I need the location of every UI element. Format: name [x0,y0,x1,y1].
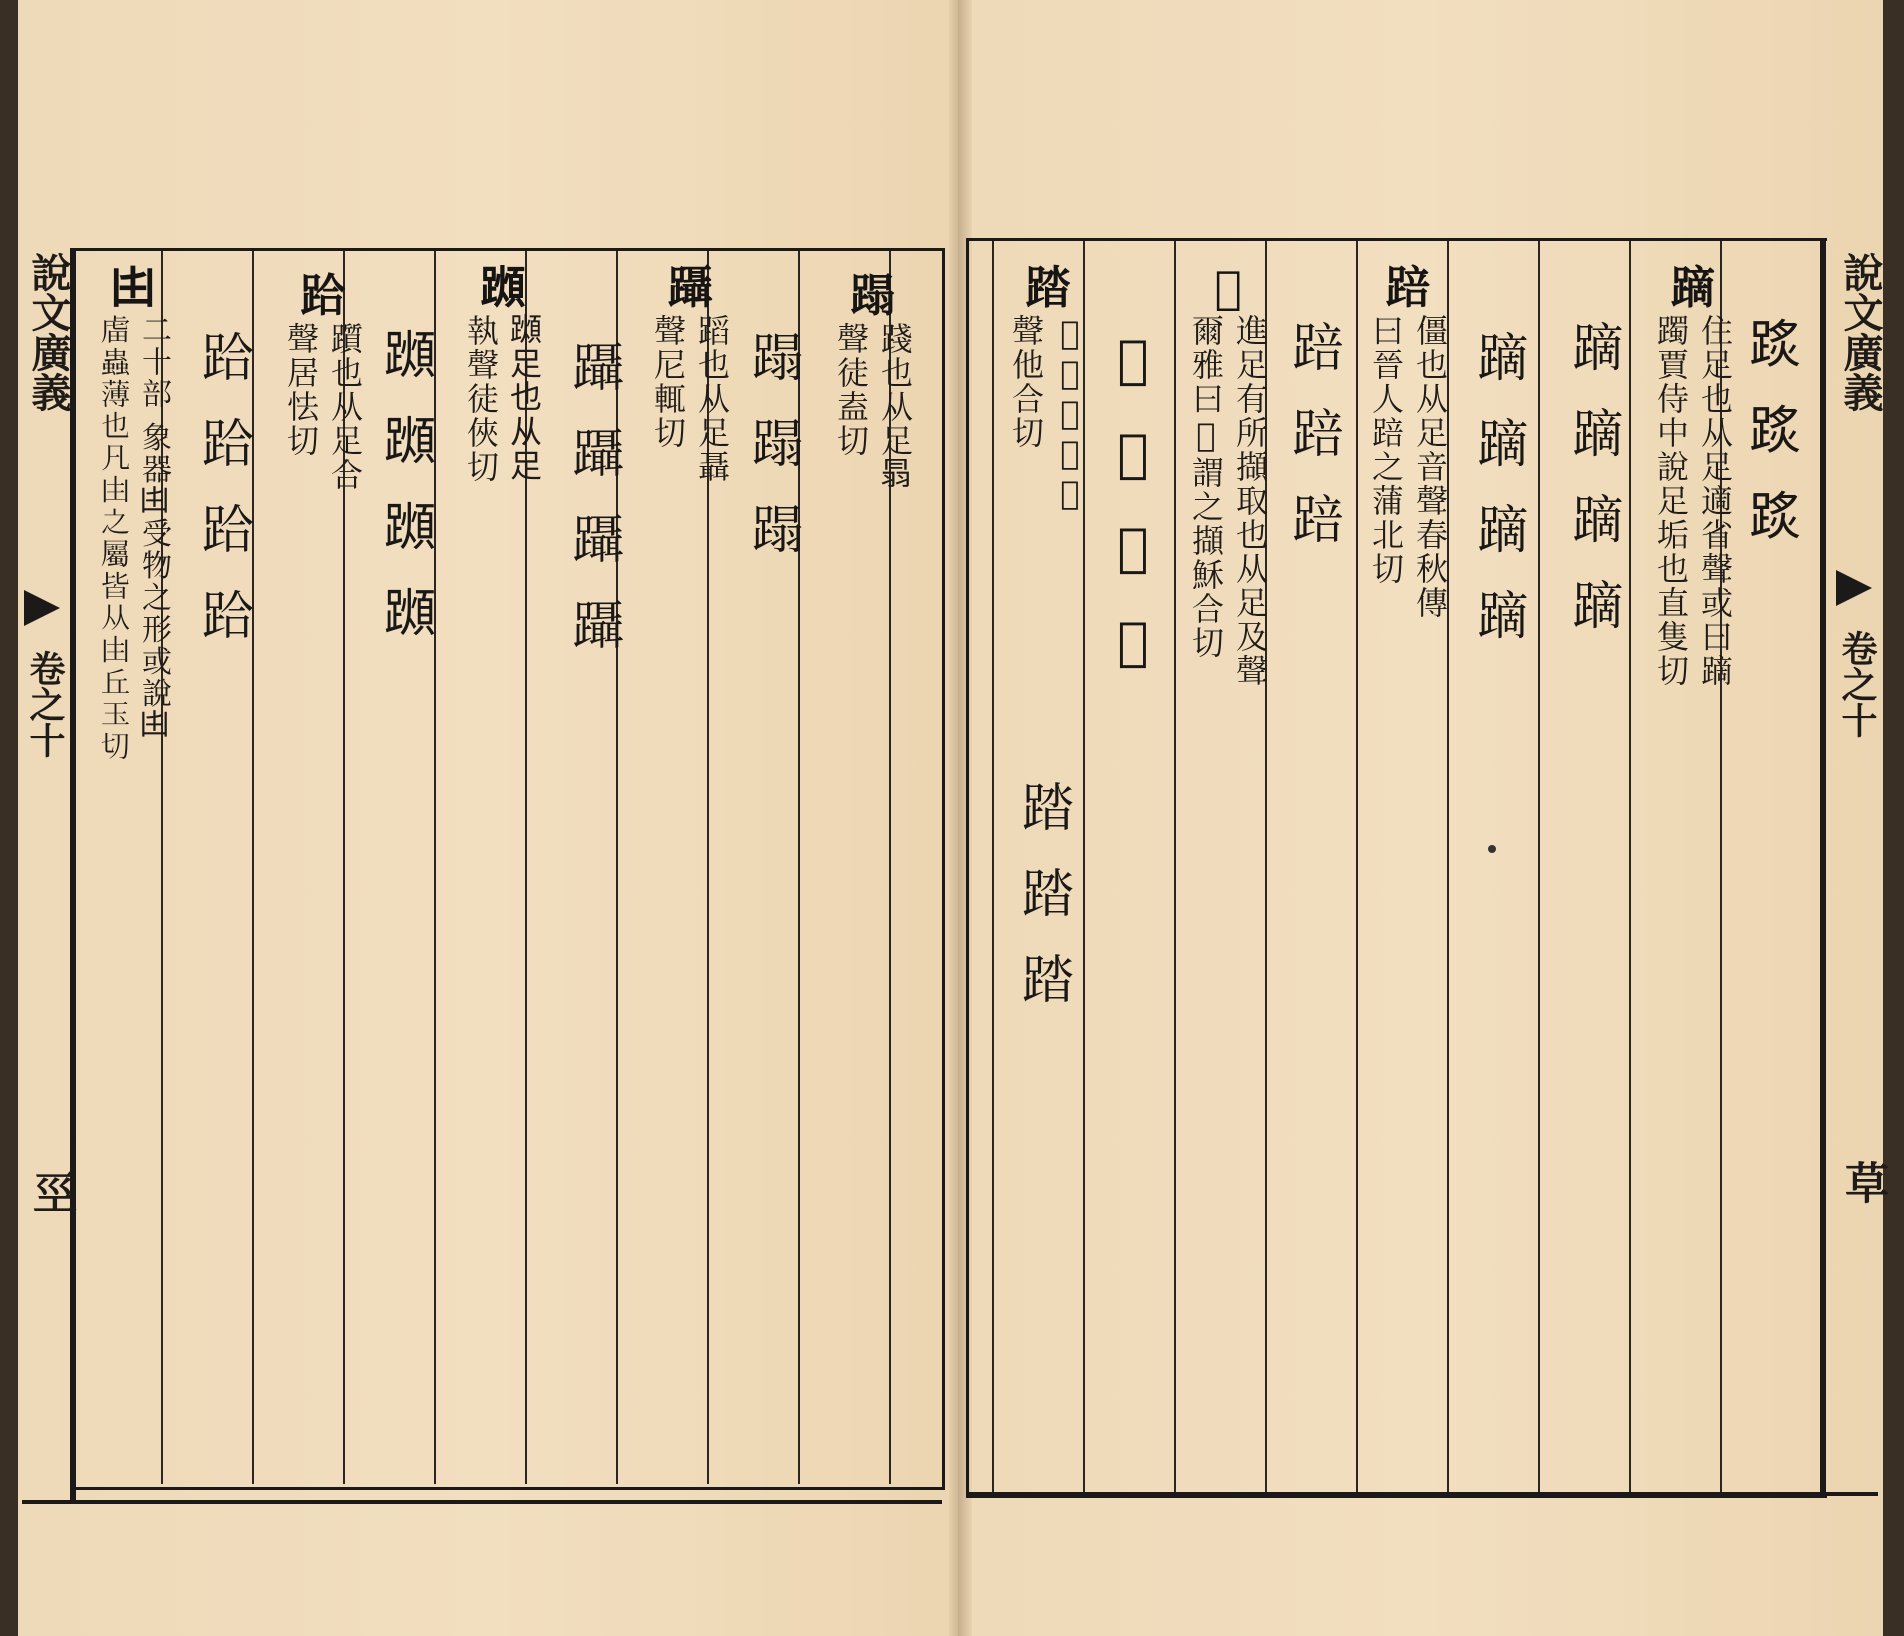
gloss-left: 曰晉人踣之蒲北切 [1367,314,1405,586]
left-page [18,0,963,1636]
gloss-left: 爾雅曰𨃹謂之擷穌合切 [1187,314,1225,660]
gloss-pair [832,322,914,492]
head-character: 踣 [1385,261,1431,314]
gloss-right: 住足也从足適省聲或曰蹢 [1696,314,1734,688]
gloss-left: 𧆨蟲薄也凡𠙹之屬皆从𠙹丘玉切 [96,314,131,762]
seal-script-forms: 躡躡躡躡 [562,340,623,684]
head-character: 𠙹 [110,261,156,314]
entry-column [818,270,928,492]
seal-column [1268,320,1358,578]
gloss-right: 踐也从足𦐇 [876,322,914,492]
gloss-right: 僵也从足音聲春秋傳 [1411,314,1449,620]
gloss-left: 聲居怯切 [282,322,320,458]
left-margin-title: 說文廣義 [25,252,72,412]
gloss-left: 躅賈侍中說足垢也直隻切 [1652,314,1690,688]
gloss-right: 二十部 象器𠙹受物之形或說𠙹 [136,314,171,742]
gloss-pair [1007,314,1089,514]
seal-column [178,330,268,674]
gloss-right: 蹈也从足聶 [693,314,731,484]
gloss-right: 躓也从足合 [326,322,364,492]
gloss-pair [649,314,731,484]
head-character: 踏 [1025,261,1071,314]
gloss-left: 聲尼輒切 [649,314,687,450]
right-bottom-rule [966,1492,1878,1496]
gloss-right: 𨆌足也从足 [506,314,544,484]
column-rule [992,241,994,1492]
gloss-right: 進足有所擷取也从足及聲 [1231,314,1269,688]
left-bottom-rule [22,1500,942,1504]
entry-column [448,262,558,484]
right-margin-rule [1820,238,1826,1492]
seal-script-forms: 𨃹𨃹𨃹𨃹 [1103,330,1163,706]
seal-script-forms: 蹋蹋蹋 [742,330,803,588]
seal-script-forms: 踏踏踏 [1012,780,1073,1038]
left-margin-rule [70,248,76,1500]
entry-column [998,262,1098,514]
fish-tail-mark [24,590,60,626]
seal-script-forms: 蹢蹢蹢蹢 [1467,330,1528,674]
gloss-left: 執聲徒俠切 [462,314,500,484]
entry-column [1643,262,1743,688]
gloss-pair [96,314,170,762]
left-folio: 巠 [25,1170,76,1214]
head-character: 蹢 [1670,261,1716,314]
seal-script-forms: 𨂂𨂂𨂂 [1742,320,1803,578]
gloss-right: 𨃹也从足荅 [1051,314,1089,514]
gloss-left: 聲他合切 [1007,314,1045,450]
seal-column [1088,330,1178,706]
seal-script-forms: 跲跲跲跲 [192,330,253,674]
seal-column [998,780,1088,1038]
seal-script-forms: 踣踣踣 [1282,320,1343,578]
entry-column [1358,262,1458,620]
gloss-pair [1367,314,1449,620]
left-margin-volume: 卷之十 [24,650,66,758]
head-character: 𨃹 [1214,261,1242,314]
gloss-left: 聲徒盍切 [832,322,870,458]
seal-column [1453,330,1543,674]
gloss-pair [1187,314,1269,688]
fish-tail-mark [1836,570,1872,606]
gloss-pair [282,322,364,492]
right-folio: 草 [1837,1160,1888,1204]
head-character: 蹋 [850,269,896,322]
ink-mark [1488,845,1496,853]
right-page [958,0,1888,1636]
right-margin-volume: 卷之十 [1836,630,1878,738]
gloss-pair [462,314,544,484]
head-character: 𨆌 [480,261,526,314]
seal-column [1548,320,1638,664]
entry-column [78,262,188,762]
entry-column [1178,262,1278,688]
head-character: 躡 [667,261,713,314]
seal-script-forms: 𨆌𨆌𨆌𨆌 [377,330,438,674]
right-margin-title: 說文廣義 [1837,252,1884,412]
entry-column [268,270,378,492]
head-character: 跲 [300,269,346,322]
gloss-pair [1652,314,1734,688]
entry-column [635,262,745,484]
seal-script-forms: 蹢蹢蹢蹢 [1562,320,1623,664]
seal-column [548,340,638,684]
